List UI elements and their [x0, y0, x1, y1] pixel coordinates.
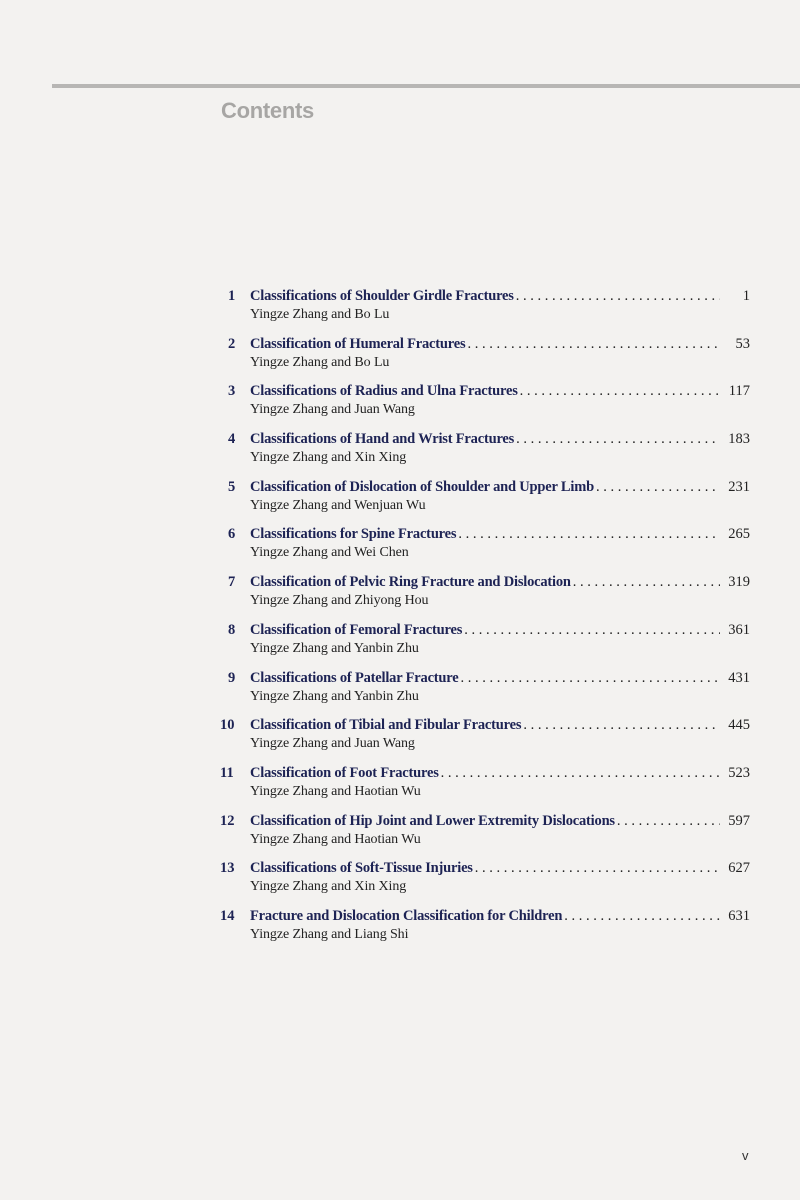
page-number: 597	[728, 812, 750, 829]
chapter-number: 10	[220, 717, 235, 734]
chapter-number: 7	[228, 574, 236, 591]
chapter-number: 9	[228, 669, 236, 686]
chapter-title[interactable]: Classifications of Patellar Fracture	[250, 669, 459, 686]
chapter-authors: Yingze Zhang and Yanbin Zhu	[250, 640, 419, 656]
page-number: 631	[728, 907, 750, 924]
page-number: 523	[728, 764, 750, 781]
leader-dots	[564, 906, 720, 926]
page-number: 53	[735, 335, 750, 352]
toc-entry-13[interactable]	[220, 858, 750, 906]
toc-entry-14[interactable]	[220, 906, 750, 954]
toc-entry-9[interactable]	[220, 668, 750, 716]
chapter-title[interactable]: Classification of Femoral Fractures	[250, 621, 463, 638]
leader-dots	[596, 477, 720, 497]
chapter-number: 2	[228, 335, 236, 352]
chapter-number: 1	[228, 288, 236, 304]
chapter-number: 11	[220, 764, 234, 781]
page-number: 627	[728, 860, 750, 877]
page-title: Contents	[221, 98, 314, 123]
toc-entry-1[interactable]	[220, 286, 750, 334]
toc-entry-10[interactable]	[220, 715, 750, 763]
page-number: 1	[742, 288, 750, 304]
leader-dots	[464, 620, 720, 640]
chapter-title[interactable]: Fracture and Dislocation Classification for Children	[250, 907, 563, 924]
toc-entry-8[interactable]	[220, 620, 750, 668]
leader-dots	[516, 286, 720, 306]
chapter-number: 8	[228, 621, 236, 638]
leader-dots	[475, 858, 720, 878]
chapter-title[interactable]: Classification of Pelvic Ring Fracture and Dislocation	[250, 574, 571, 591]
top-rule	[52, 84, 800, 88]
page-number: 361	[728, 621, 750, 638]
chapter-title[interactable]: Classifications of Radius and Ulna Fractures	[250, 383, 518, 400]
leader-dots	[516, 429, 720, 449]
chapter-title[interactable]: Classification of Foot Fractures	[250, 764, 439, 781]
chapter-number: 4	[228, 431, 236, 448]
page-folio: v	[742, 1148, 749, 1163]
chapter-authors: Yingze Zhang and Wei Chen	[250, 545, 409, 561]
leader-dots	[458, 524, 720, 544]
toc-entry-3[interactable]	[220, 381, 750, 429]
chapter-title[interactable]: Classification of Humeral Fractures	[250, 335, 466, 352]
chapter-authors: Yingze Zhang and Haotian Wu	[250, 783, 421, 799]
page-number: 183	[728, 431, 750, 448]
chapter-number: 3	[228, 383, 236, 400]
page-number: 445	[728, 717, 750, 734]
toc-entry-12[interactable]	[220, 811, 750, 859]
chapter-number: 14	[220, 907, 235, 924]
chapter-title[interactable]: Classifications of Soft-Tissue Injuries	[250, 860, 473, 877]
chapter-authors: Yingze Zhang and Bo Lu	[250, 354, 390, 370]
chapter-authors: Yingze Zhang and Xin Xing	[250, 879, 407, 895]
leader-dots	[520, 381, 720, 401]
toc-entry-11[interactable]	[220, 763, 750, 811]
chapter-number: 13	[220, 860, 235, 877]
chapter-title[interactable]: Classification of Dislocation of Shoulder and Upper Limb	[250, 478, 594, 495]
table-of-contents	[220, 286, 750, 954]
page-number: 265	[728, 526, 750, 543]
leader-dots	[467, 334, 720, 354]
chapter-title[interactable]: Classifications of Hand and Wrist Fractures	[250, 431, 515, 448]
chapter-number: 12	[220, 812, 235, 829]
chapter-authors: Yingze Zhang and Bo Lu	[250, 307, 390, 322]
toc-entry-7[interactable]	[220, 572, 750, 620]
chapter-authors: Yingze Zhang and Juan Wang	[250, 736, 415, 752]
chapter-authors: Yingze Zhang and Zhiyong Hou	[250, 593, 429, 609]
leader-dots	[573, 572, 720, 592]
chapter-title[interactable]: Classifications for Spine Fractures	[250, 526, 457, 543]
chapter-title[interactable]: Classifications of Shoulder Girdle Fractures	[250, 288, 514, 304]
leader-dots	[461, 668, 720, 688]
chapter-number: 6	[228, 526, 236, 543]
chapter-authors: Yingze Zhang and Haotian Wu	[250, 831, 421, 847]
toc-entry-4[interactable]	[220, 429, 750, 477]
chapter-authors: Yingze Zhang and Yanbin Zhu	[250, 688, 419, 704]
chapter-title[interactable]: Classification of Hip Joint and Lower Extremity Dislocations	[250, 812, 615, 829]
page-number: 431	[728, 669, 750, 686]
leader-dots	[617, 811, 720, 831]
toc-entry-2[interactable]	[220, 334, 750, 382]
page-number: 231	[728, 478, 750, 495]
page-number: 117	[728, 383, 750, 400]
chapter-authors: Yingze Zhang and Juan Wang	[250, 402, 415, 418]
page-number: 319	[728, 574, 750, 591]
leader-dots	[523, 715, 720, 735]
chapter-title[interactable]: Classification of Tibial and Fibular Fractures	[250, 717, 522, 734]
chapter-authors: Yingze Zhang and Wenjuan Wu	[250, 497, 426, 513]
toc-entry-5[interactable]	[220, 477, 750, 525]
chapter-number: 5	[228, 478, 236, 495]
toc-entry-6[interactable]	[220, 524, 750, 572]
leader-dots	[441, 763, 720, 783]
chapter-authors: Yingze Zhang and Xin Xing	[250, 450, 407, 466]
chapter-authors: Yingze Zhang and Liang Shi	[250, 926, 409, 942]
